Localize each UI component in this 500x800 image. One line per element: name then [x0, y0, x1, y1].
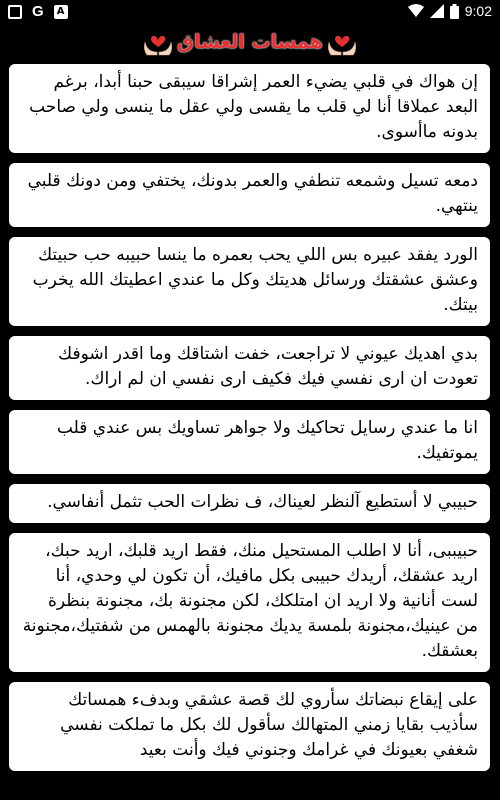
- app-header: [0, 24, 500, 62]
- message-list[interactable]: [9, 64, 490, 781]
- heart-in-hands-icon: [327, 28, 357, 56]
- message-card[interactable]: [9, 682, 490, 771]
- message-card[interactable]: [9, 410, 490, 474]
- message-text: الورد يفقد عبيره بس اللي يحب بعمره ما ينسا حبيبه حب حبيتك وعشق عشقتك ورسائل هديتك وكل ما عندي اعطيتك الله يخرب بيتك.: [32, 245, 478, 315]
- message-text: على إيقاع نبضاتك سأروي لك قصة عشقي وبدفء همساتك سأذيب بقايا زمني المتهالك سأقول لك بكل ما تملكت نفسي شغفي بعيونك في غرامك وجنوني فيك وأنت بعيد: [60, 690, 478, 760]
- message-card[interactable]: [9, 336, 490, 400]
- status-bar: [0, 0, 500, 24]
- message-text: إن هواك في قلبي يضيء العمر إشراقا سيبقى حبنا أبدا، برغم البعد عملاقا أنا لي قلب ما يقسى ولي عقل ما ينسى ولي صاحب بدونه ماأسوى.: [29, 72, 478, 142]
- message-text: بدي اهديك عيوني لا تراجعت، خفت اشتاقك وما اقدر اشوفك تعودت ان ارى نفسي فيك فكيف ارى نفسي ان لم اراك.: [58, 344, 478, 389]
- message-card[interactable]: [9, 484, 490, 523]
- message-text: حبيببى، أنا لا اطلب المستحيل منك، فقط اريد قلبك، اريد حبك، اريد عشقك، أريدك حبيبى بكل مافيك، أن تكون لي وحدي، أنا لست أنانية ولا اريد ان امتلكك، لكن مجنونة بك، مجنونة بنظرة من عينيك،مجنونة بلمسة يديك مجنونة بالهمس من شفتيك،مجنونة بعشقك.: [22, 541, 478, 661]
- page-title: همسات العشاق: [177, 31, 323, 53]
- google-icon: G: [32, 3, 44, 20]
- message-text: حبيبي لا أستطيع آلنظر لعيناك، ف نظرات الحب تثمل أنفاسي.: [47, 492, 478, 512]
- message-text: انا ما عندي رسايل تحاكيك ولا جواهر تساويك بس عندي قلب يموتفيك.: [56, 418, 478, 463]
- message-text: دمعه تسيل وشمعه تنطفي والعمر بدونك، يختفي ومن دونك قلبي ينتهي.: [27, 171, 478, 216]
- wifi-icon: [408, 4, 424, 18]
- message-card[interactable]: [9, 533, 490, 672]
- message-card[interactable]: [9, 64, 490, 153]
- cell-signal-icon: [430, 4, 444, 18]
- square-icon: [8, 5, 22, 19]
- heart-in-hands-icon: [143, 28, 173, 56]
- clock-time: 9:02: [464, 3, 492, 19]
- message-card[interactable]: [9, 163, 490, 227]
- font-app-icon: A: [54, 5, 68, 19]
- battery-icon: [450, 4, 459, 19]
- message-card[interactable]: [9, 237, 490, 326]
